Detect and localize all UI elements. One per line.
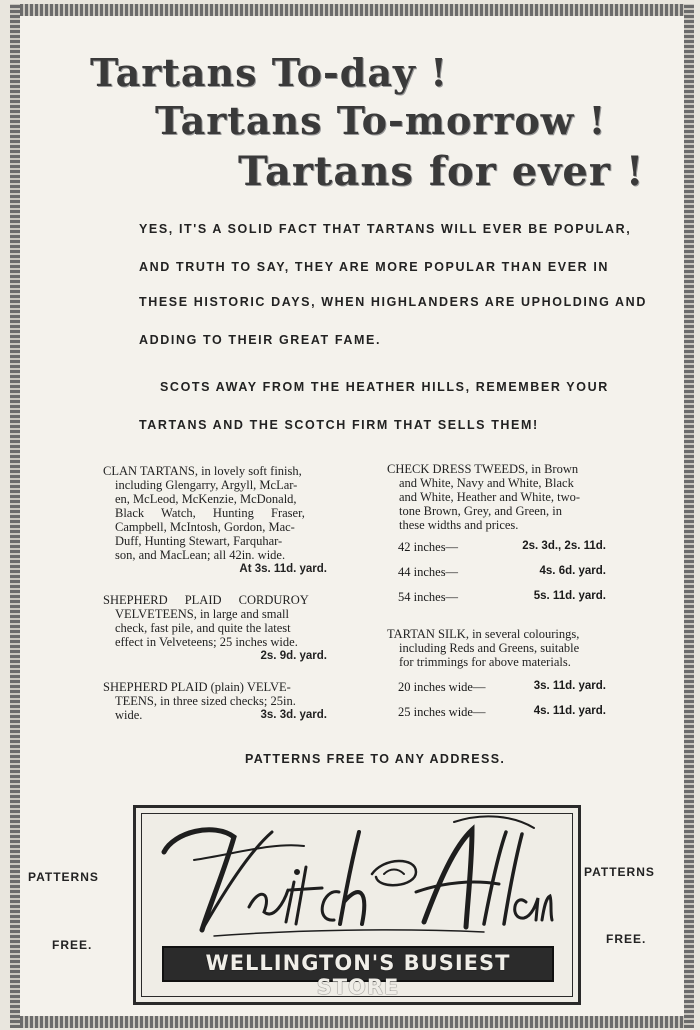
banner-text: WELLINGTON'S BUSIEST STORE (205, 951, 511, 999)
row-price: 4s. 6d. yard. (539, 565, 606, 577)
corduroy-line: SHEPHERD PLAID CORDUROY (103, 593, 309, 607)
row-price: 5s. 11d. yard. (533, 590, 606, 602)
plain-last-line (103, 708, 335, 722)
plain-line: wide. (115, 708, 143, 722)
border-bottom (10, 1016, 694, 1028)
clan-price: At 3s. 11d. yard. (239, 563, 327, 575)
plain-price: 3s. 3d. yard. (260, 709, 327, 721)
row-width: 54 inches— (398, 590, 459, 604)
tweeds-line: these widths and prices. (399, 518, 519, 532)
busiest-store-banner (162, 946, 554, 999)
clan-line: CLAN TARTANS, in lovely soft finish, (103, 464, 302, 478)
plain-line: TEENS, in three sized checks; 25in. (115, 694, 296, 708)
tweeds-line: and White, Heather and White, two- (399, 490, 581, 504)
silk-line: including Reds and Greens, suitable (399, 641, 580, 655)
row-price: 3s. 11d. yard. (533, 680, 606, 692)
clan-tartans-item (103, 464, 335, 576)
clan-line: Duff, Hunting Stewart, Farquhar- (115, 534, 283, 548)
clan-line: son, and MacLean; all 42in. wide. (115, 548, 286, 562)
patterns-free-line: PATTERNS FREE TO ANY ADDRESS. (245, 752, 506, 766)
corduroy-price: 2s. 9d. yard. (260, 650, 327, 662)
tartan-silk-item (387, 627, 612, 669)
intro-line-3: THESE HISTORIC DAYS, WHEN HIGHLANDERS ARE UPHOLDING AND (139, 295, 647, 309)
clan-line: including Glengarry, Argyll, McLar- (115, 478, 298, 492)
clan-line: Campbell, McIntosh, Gordon, Mac- (115, 520, 295, 534)
side-left-patterns: PATTERNS (28, 870, 99, 884)
intro-line-5: SCOTS AWAY FROM THE HEATHER HILLS, REMEMBER YOUR (160, 380, 609, 394)
headline-today: Tartans To-day ! (90, 50, 448, 95)
row-width: 25 inches wide— (398, 705, 486, 719)
row-width: 44 inches— (398, 565, 459, 579)
row-price: 4s. 11d. yard. (533, 705, 606, 717)
check-tweeds-item (387, 462, 612, 532)
row-price: 2s. 3d., 2s. 11d. (522, 540, 606, 552)
clan-line: Black Watch, Hunting Fraser, (115, 506, 305, 520)
plain-line: SHEPHERD PLAID (plain) VELVE- (103, 680, 291, 694)
intro-line-2: AND TRUTH TO SAY, THEY ARE MORE POPULAR THAN EVER IN (139, 260, 610, 274)
row-width: 20 inches wide— (398, 680, 486, 694)
border-top (10, 4, 694, 16)
tweeds-line: CHECK DRESS TWEEDS, in Brown (387, 462, 579, 476)
corduroy-line: check, fast pile, and quite the latest (115, 621, 291, 635)
silk-line: for trimmings for above materials. (399, 655, 571, 669)
side-left-free: FREE. (52, 938, 93, 952)
border-left (10, 4, 20, 1028)
intro-line-1: YES, IT'S A SOLID FACT THAT TARTANS WILL EVER BE POPULAR, (139, 222, 632, 236)
corduroy-line: VELVETEENS, in large and small (115, 607, 289, 621)
intro-line-6: TARTANS AND THE SCOTCH FIRM THAT SELLS THEM! (139, 418, 539, 432)
plain-velveteen-item (103, 680, 335, 722)
clan-line: en, McLeod, McKenzie, McDonald, (115, 492, 297, 506)
store-logo-box (133, 805, 581, 1005)
veitch-allan-logo (154, 812, 554, 942)
silk-line: TARTAN SILK, in several colourings, (387, 627, 580, 641)
headline-forever: Tartans for ever ! (238, 148, 645, 195)
side-right-free: FREE. (606, 932, 647, 946)
border-right (684, 4, 694, 1028)
side-right-patterns: PATTERNS (584, 865, 655, 879)
tweeds-line: and White, Navy and White, Black (399, 476, 574, 490)
intro-line-4: ADDING TO THEIR GREAT FAME. (139, 333, 382, 347)
corduroy-line: effect in Velveteens; 25 inches wide. (115, 635, 298, 649)
tweeds-line: tone Brown, Grey, and Green, in (399, 504, 563, 518)
headline-tomorrow: Tartans To-morrow ! (155, 98, 607, 143)
row-width: 42 inches— (398, 540, 459, 554)
corduroy-item (103, 593, 335, 663)
